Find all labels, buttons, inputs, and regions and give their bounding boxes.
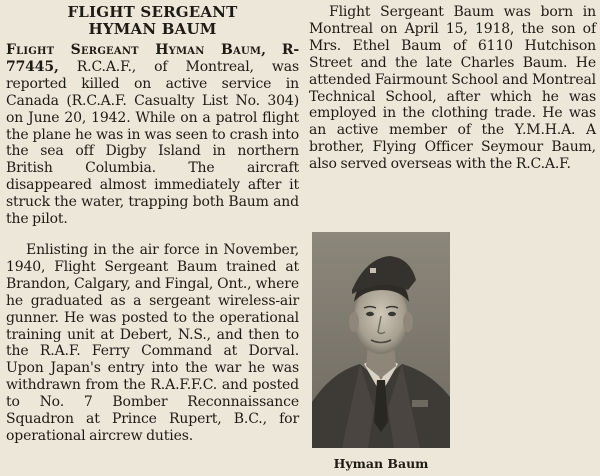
obituary-paragraph-3: Flight Sergeant Baum was born in Montreal on April 15, 1918, the son of Mrs. Ethel Baum of 6110 Hutchison Street and the late Charles Baum. He attended Fairmount School and Montreal Technical School, after which he was employed in the clothing trade. He was an active member of the Y.M.H.A. A brother, Flying Officer Seymour Baum, also served overseas with the R.C.A.F.	[309, 4, 596, 173]
headline-rank: FLIGHT SERGEANT	[67, 3, 238, 21]
obituary-paragraph-1	[6, 42, 299, 228]
portrait-image	[312, 232, 450, 448]
service-number: R-77445,	[6, 42, 300, 75]
portrait-photo	[312, 232, 450, 448]
obituary-paragraph-2: Enlisting in the air force in November, 1940, Flight Sergeant Baum trained at Brandon, Calgary, and Fingal, Ont., where he graduated as a sergeant wireless-air gunner. He was posted to the operational training unit at Debert, N.S., and then to the R.A.F. Ferry Command at Dorval. Upon Japan's entry into the war he was withdrawn from the R.A.F.F.C. and posted to No. 7 Bomber Reconnaissance Squadron at Prince Rupert, B.C., for operational aircrew duties.	[6, 241, 299, 444]
right-column	[309, 4, 596, 173]
lead-name: Flight Sergeant Hyman Baum,	[6, 42, 267, 58]
headline	[6, 4, 299, 38]
headline-name: HYMAN BAUM	[88, 20, 217, 38]
photo-caption: Hyman Baum	[333, 456, 429, 471]
paragraph-1-body: R.C.A.F., of Montreal, was reported killed on active service in Canada (R.C.A.F. Casualty List No. 304) on June 20, 1942. While on a patrol flight the plane he was in was seen to crash into the sea off Digby Island in northern British Columbia. The aircraft disappeared almost immediately after it struck the water, trapping both Baum and the pilot.	[6, 58, 299, 228]
left-column	[6, 4, 299, 445]
